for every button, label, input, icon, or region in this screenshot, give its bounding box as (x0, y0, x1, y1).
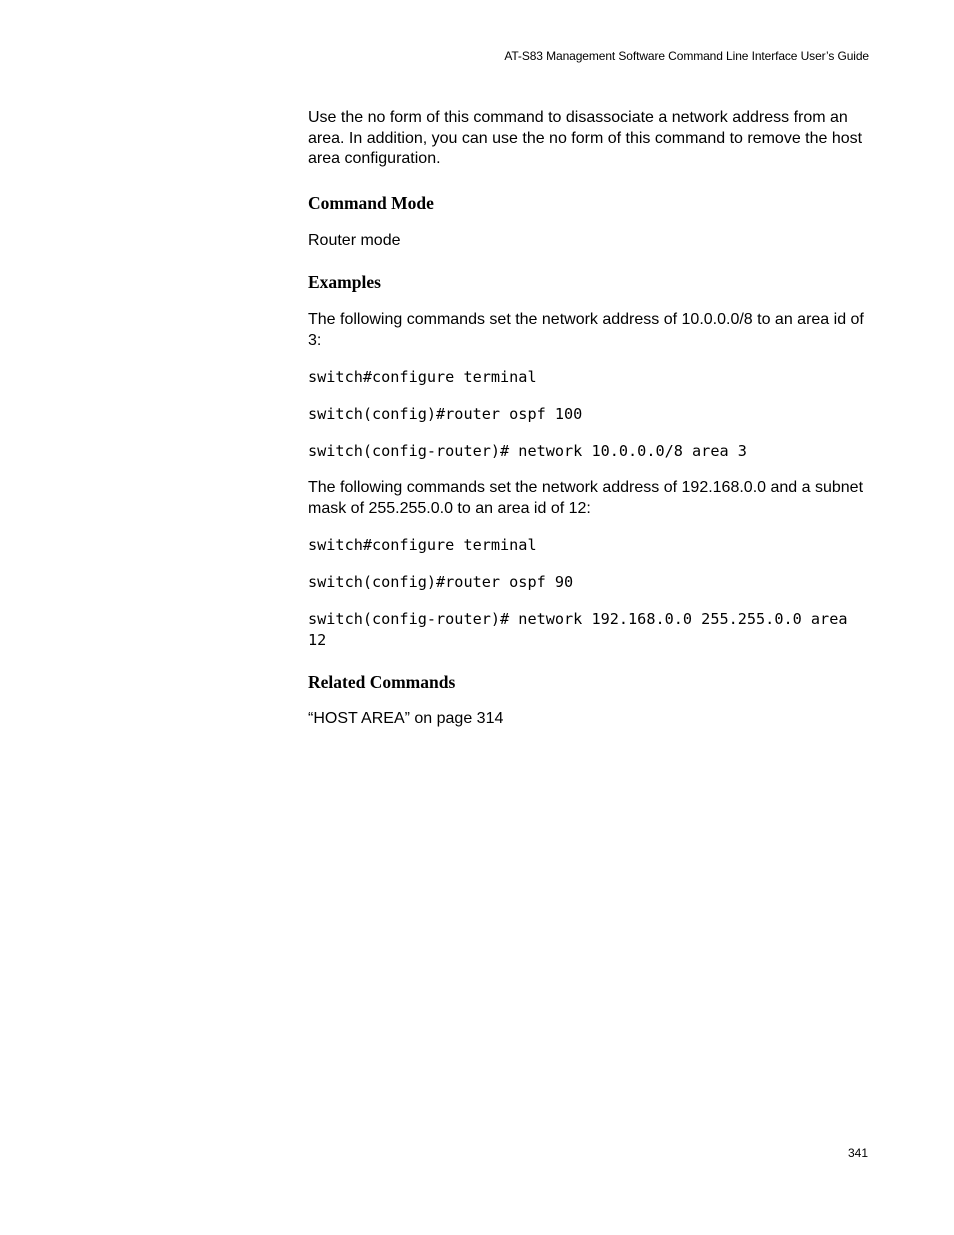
command-mode-heading: Command Mode (308, 192, 434, 213)
related-commands-heading: Related Commands (308, 672, 456, 692)
example2-command-1: switch#configure terminal (308, 536, 537, 554)
example1-command-1: switch#configure terminal (308, 368, 537, 386)
page-content (308, 108, 874, 730)
example2-command-3: switch(config-router)# network 192.168.0.0 255.255.0.0 area 12 (308, 610, 857, 649)
command-mode-text: Router mode (308, 231, 401, 249)
examples-heading: Examples (308, 272, 381, 292)
example1-description: The following commands set the network address of 10.0.0.0/8 to an area id of 3: (308, 311, 864, 349)
example1-command-3: switch(config-router)# network 10.0.0.0/8 area 3 (308, 442, 747, 460)
intro-paragraph: Use the no form of this command to disassociate a network address from an area. In addition, you can use the no form of this command to remove the host area configuration. (308, 109, 863, 167)
example2-command-2: switch(config)#router ospf 90 (308, 573, 574, 591)
running-header: AT-S83 Management Software Command Line Interface User’s Guide (504, 49, 869, 63)
page-number: 341 (847, 1146, 868, 1160)
related-command-link[interactable]: “HOST AREA” on page 314 (308, 710, 504, 727)
example1-command-2: switch(config)#router ospf 100 (308, 405, 583, 423)
example2-description: The following commands set the network address of 192.168.0.0 and a subnet mask of 255.255.0.0 to an area id of 12: (308, 479, 864, 517)
